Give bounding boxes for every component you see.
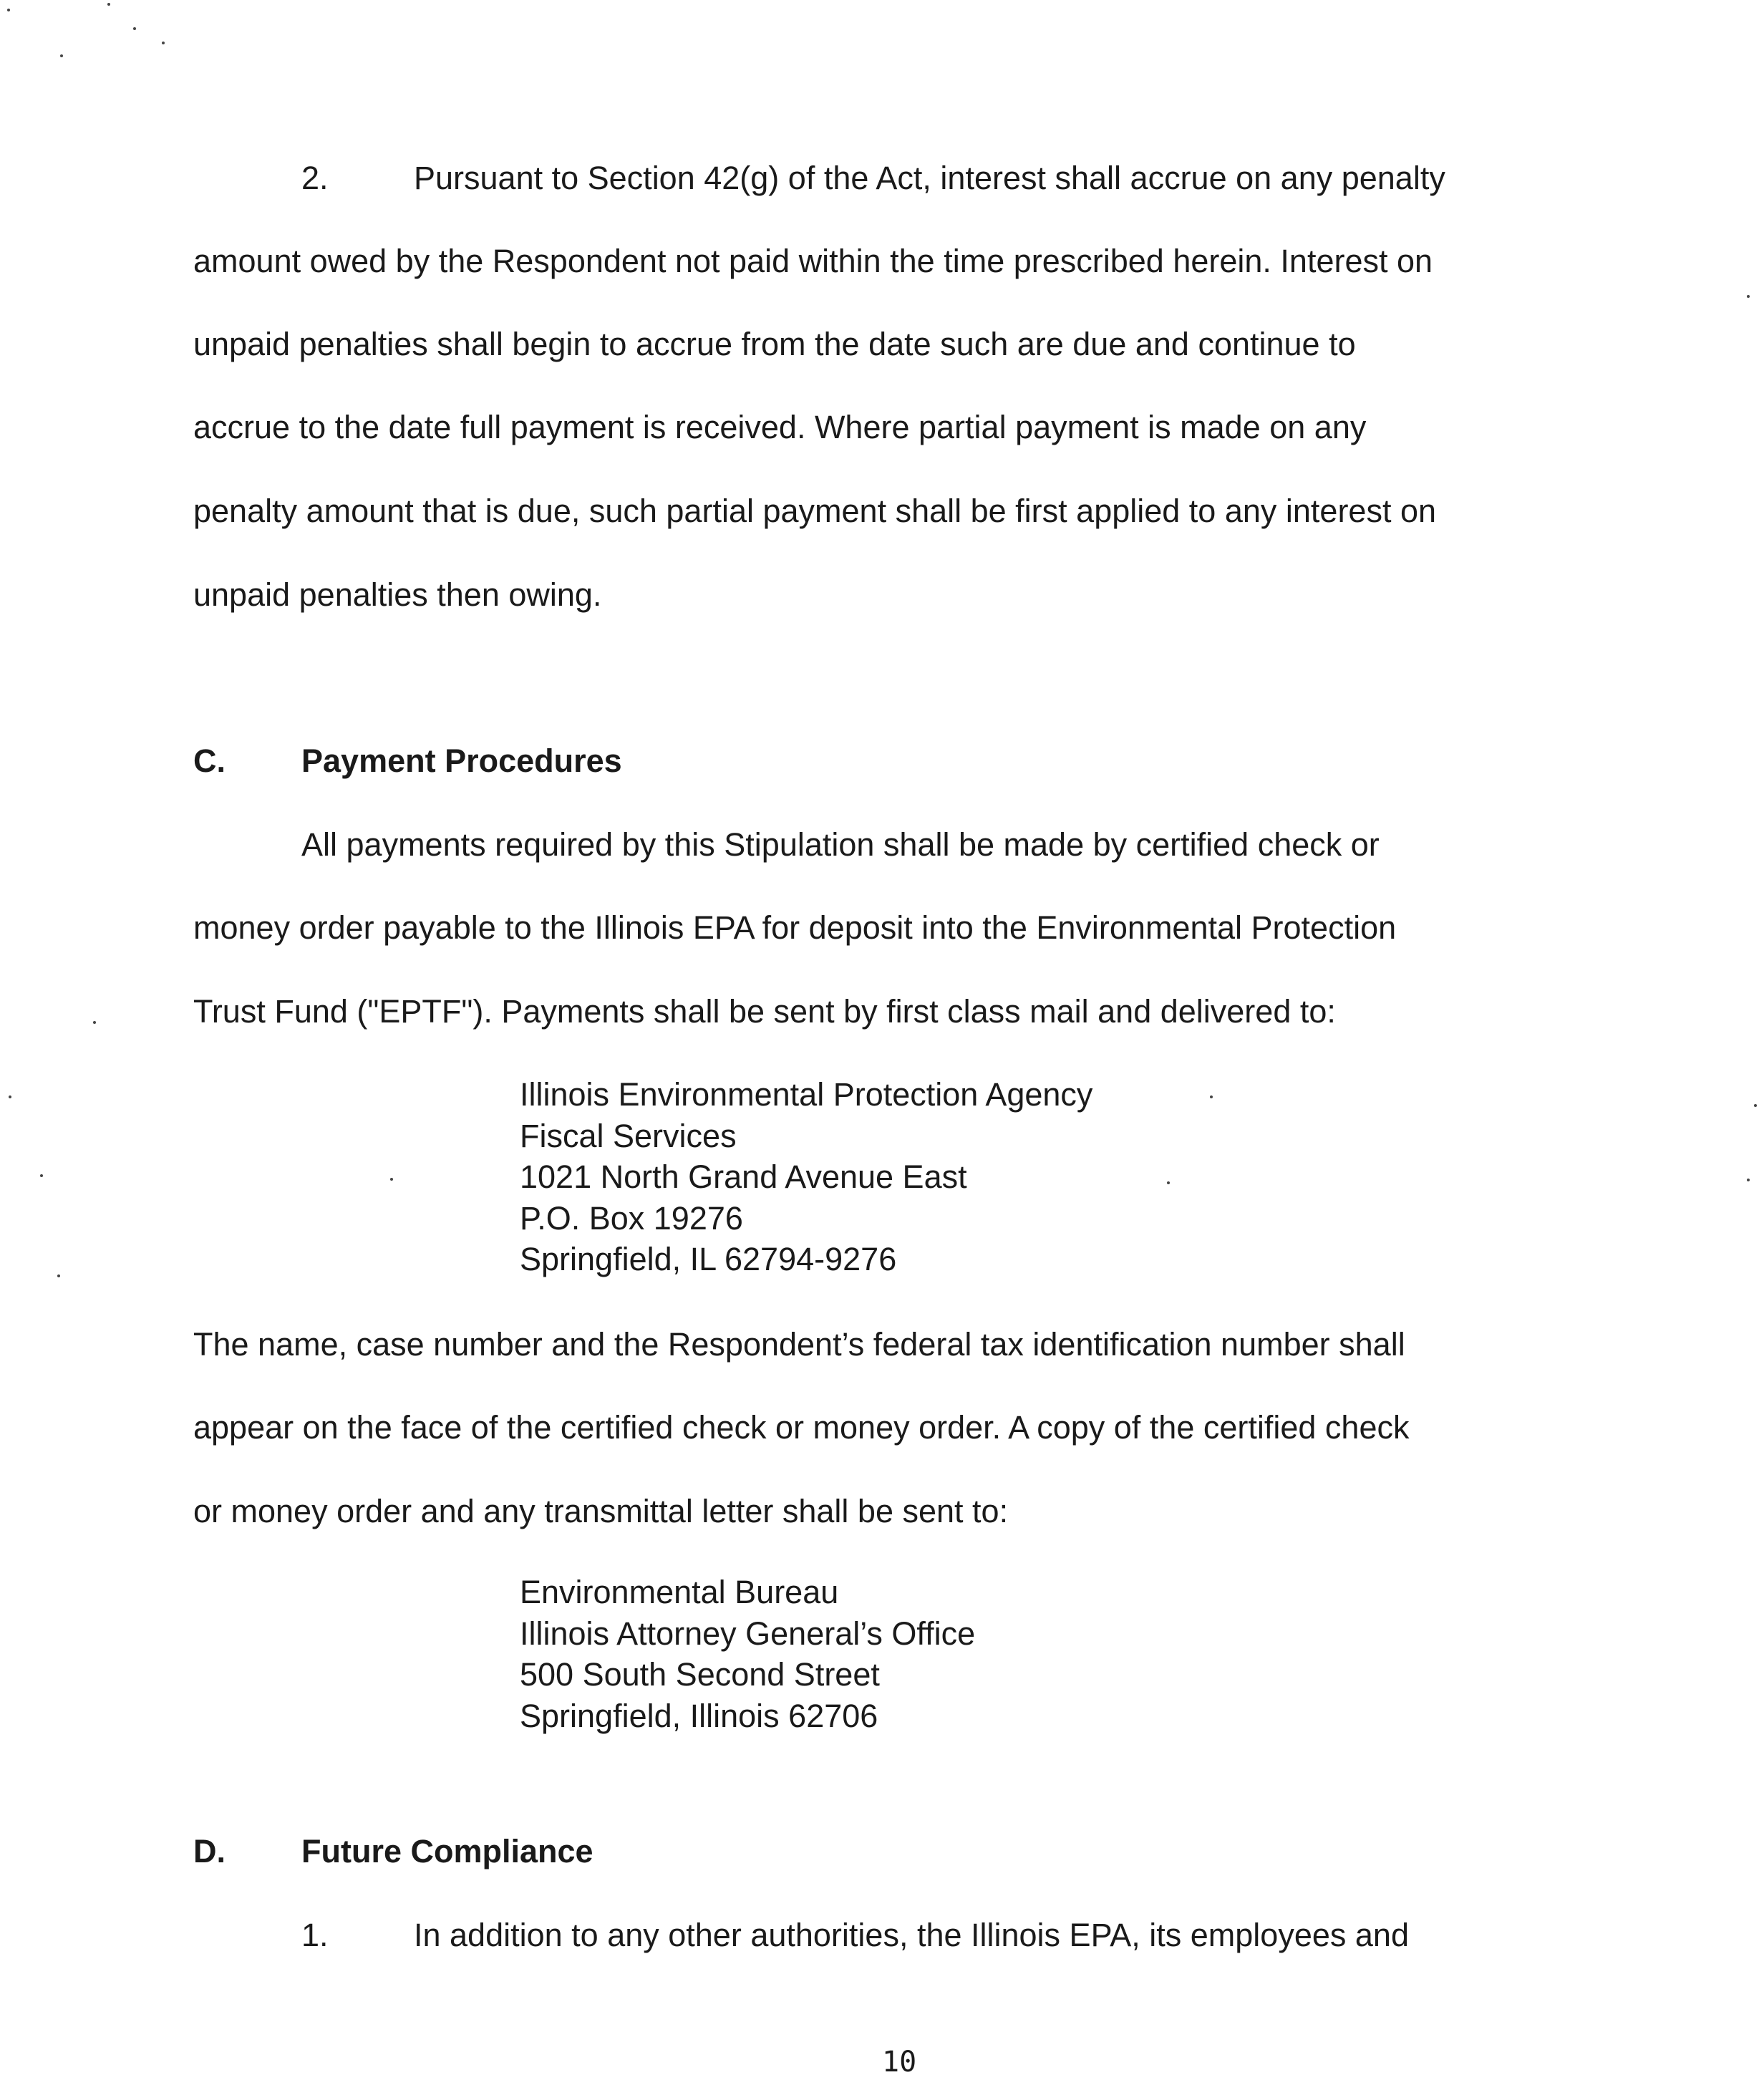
address-line: P.O. Box 19276 bbox=[520, 1199, 743, 1237]
scan-speck bbox=[93, 1021, 96, 1024]
paragraph-line: The name, case number and the Respondent’s federal tax identification number shall bbox=[193, 1326, 1405, 1363]
copy-address-block bbox=[520, 1572, 975, 1736]
scan-speck bbox=[9, 1095, 11, 1098]
paragraph-line: In addition to any other authorities, the Illinois EPA, its employees and bbox=[414, 1917, 1409, 1953]
scan-speck bbox=[107, 3, 110, 6]
scan-speck bbox=[1210, 1095, 1213, 1098]
scan-speck bbox=[60, 54, 63, 57]
paragraph-line: Pursuant to Section 42(g) of the Act, interest shall accrue on any penalty bbox=[414, 160, 1445, 196]
address-line: Fiscal Services bbox=[520, 1117, 737, 1154]
address-line: 1021 North Grand Avenue East bbox=[520, 1158, 967, 1195]
scan-speck bbox=[1747, 295, 1750, 298]
page-number: 10 bbox=[882, 2046, 917, 2079]
scan-speck bbox=[40, 1174, 43, 1177]
address-line: Illinois Environmental Protection Agency bbox=[520, 1076, 1093, 1113]
section-title: Payment Procedures bbox=[301, 742, 622, 779]
address-line: Environmental Bureau bbox=[520, 1574, 839, 1610]
scan-speck bbox=[162, 42, 165, 44]
paragraph-line: unpaid penalties then owing. bbox=[193, 576, 602, 613]
address-line: 500 South Second Street bbox=[520, 1656, 880, 1693]
paragraph-line: amount owed by the Respondent not paid within the time prescribed herein. Interest on bbox=[193, 243, 1433, 279]
section-letter: C. bbox=[193, 742, 226, 779]
scan-speck bbox=[1754, 1104, 1757, 1107]
address-line: Illinois Attorney General’s Office bbox=[520, 1615, 976, 1652]
paragraph-line: All payments required by this Stipulation shall be made by certified check or bbox=[301, 826, 1380, 863]
scan-speck bbox=[7, 9, 10, 11]
paragraph-line: penalty amount that is due, such partial payment shall be first applied to any interest on bbox=[193, 493, 1437, 529]
scan-speck bbox=[133, 27, 136, 30]
section-title: Future Compliance bbox=[301, 1833, 593, 1869]
scan-speck bbox=[1747, 1179, 1750, 1181]
scan-speck bbox=[57, 1274, 60, 1277]
paragraph-line: appear on the face of the certified check or money order. A copy of the certified check bbox=[193, 1409, 1410, 1446]
paragraph-line: unpaid penalties shall begin to accrue from the date such are due and continue to bbox=[193, 326, 1356, 362]
payment-address-block bbox=[520, 1074, 1092, 1280]
section-letter: D. bbox=[193, 1833, 226, 1869]
scan-speck bbox=[390, 1178, 393, 1181]
scan-speck bbox=[1167, 1181, 1170, 1184]
paragraph-line: accrue to the date full payment is received. Where partial payment is made on any bbox=[193, 409, 1367, 445]
address-line: Springfield, IL 62794-9276 bbox=[520, 1241, 897, 1277]
paragraph-line: or money order and any transmittal letter shall be sent to: bbox=[193, 1493, 1009, 1529]
paragraph-line: Trust Fund ("EPTF"). Payments shall be sent by first class mail and delivered to: bbox=[193, 993, 1336, 1030]
address-line: Springfield, Illinois 62706 bbox=[520, 1697, 878, 1734]
paragraph-number: 1. bbox=[301, 1917, 329, 1953]
paragraph-line: money order payable to the Illinois EPA for deposit into the Environmental Protection bbox=[193, 909, 1397, 946]
paragraph-number: 2. bbox=[301, 160, 329, 196]
